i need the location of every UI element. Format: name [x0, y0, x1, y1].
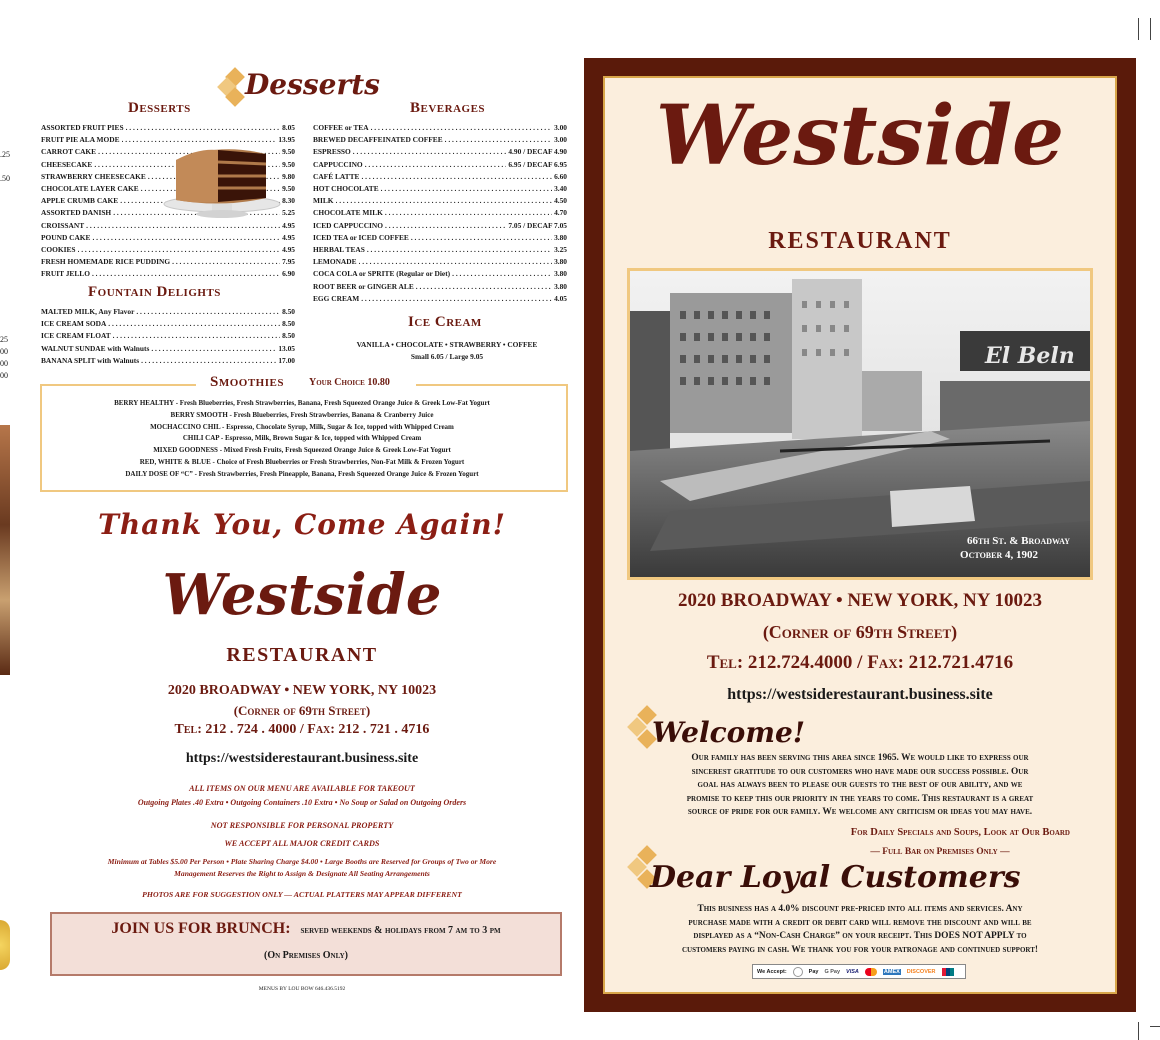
loyal-line: customers paying in cash. We thank you for your patronage and continued support! [681, 944, 1039, 955]
photo-caption-date: October 4, 1902 [960, 549, 1038, 561]
edge-price-6: 00 [0, 371, 8, 380]
ice-cream-flavors: VANILLA • CHOCOLATE • STRAWBERRY • COFFEE [356, 340, 538, 349]
credits: MENUS BY LOU BOW 646.436.5192 [258, 986, 346, 992]
full-bar: — Full Bar on Premises Only — [870, 847, 1010, 857]
google-pay-icon: G Pay [824, 968, 841, 975]
cover-logo-name: Westside [655, 88, 1065, 184]
crop-mark [1150, 18, 1151, 40]
crop-mark [1150, 1026, 1160, 1027]
list-item: STRAWBERRY CHEESECAKE . . . 9.80 [41, 171, 295, 183]
crop-mark [1138, 1022, 1139, 1040]
list-item: FRUIT JELLO . . . 6.90 [41, 268, 295, 280]
list-item: COFFEE or TEA . . . 3.00 [313, 122, 567, 134]
edge-price-4: 00 [0, 347, 8, 356]
notice-photos: PHOTOS ARE FOR SUGGESTION ONLY — ACTUAL PLATTERS MAY APPEAR DIFFERENT [142, 890, 462, 899]
list-item: MALTED MILK, Any Flavor . . . 8.50 [41, 306, 295, 318]
cover-address: 2020 BROADWAY • NEW YORK, NY 10023 [678, 590, 1042, 611]
list-item: RED, WHITE & BLUE - Choice of Fresh Blueberries or Fresh Strawberries, Non-Fat Milk & Frozen Yogurt [139, 457, 465, 466]
unionpay-icon [942, 968, 954, 976]
list-item: MOCHACCINO CHIL - Espresso, Chocolate Syrup, Milk, Sugar & Ice, topped with Whipped Cream [150, 422, 454, 431]
contactless-icon [793, 967, 803, 977]
brunch-title: JOIN US FOR BRUNCH: [111, 920, 291, 937]
brunch-line [50, 920, 562, 938]
smoothies-list [42, 398, 562, 481]
thank-you-heading: Thank You, Come Again! [98, 508, 506, 541]
list-item: FRESH HOMEMADE RICE PUDDING . . . 7.95 [41, 256, 295, 268]
notice-minimum: Minimum at Tables $5.00 Per Person • Plate Sharing Charge $4.00 • Large Booths are Reserved for Groups of Two or More [107, 857, 497, 866]
list-item: WALNUT SUNDAE with Walnuts . . . 13.05 [41, 343, 295, 355]
list-item: CHOCOLATE MILK . . . 4.70 [313, 207, 567, 219]
notice-management: Management Reserves the Right to Assign & Designate All Seating Arrangements [174, 869, 430, 878]
edge-price-1: .25 [0, 150, 10, 159]
back-logo-name: Westside [162, 562, 442, 628]
notice-takeout: ALL ITEMS ON OUR MENU ARE AVAILABLE FOR TAKEOUT [189, 784, 415, 793]
cover-phones: Tel: 212.724.4000 / Fax: 212.721.4716 [706, 652, 1014, 673]
brunch-detail: served weekends & holidays from 7 am to 3 pm [300, 925, 501, 936]
daily-specials: For Daily Specials and Soups, Look at Our Board [850, 827, 1070, 838]
list-item: ICE CREAM FLOAT . . . 8.50 [41, 330, 295, 342]
welcome-heading: Welcome! [652, 716, 806, 749]
amex-icon: AMEX [883, 968, 900, 975]
back-url: https://westsiderestaurant.business.site [185, 751, 419, 766]
list-item: COCA COLA or SPRITE (Regular or Diet) . . . 3.80 [313, 268, 567, 280]
list-item: APPLE CRUMB CAKE . . . 8.30 [41, 195, 295, 207]
welcome-text [620, 752, 1100, 820]
brunch-note: (On Premises Only) [263, 950, 349, 961]
list-item: HOT CHOCOLATE . . . 3.40 [313, 183, 567, 195]
edge-price-2: .50 [0, 174, 10, 183]
list-item: ICED TEA or ICED COFFEE . . . 3.80 [313, 232, 567, 244]
smoothies-heading: Smoothies [210, 374, 284, 390]
back-address: 2020 BROADWAY • NEW YORK, NY 10023 [167, 683, 437, 698]
list-item: EGG CREAM . . . 4.05 [313, 293, 567, 305]
list-item: DAILY DOSE OF “C” - Fresh Strawberries, Fresh Pineapple, Banana, Fresh Squeezed Orange Juice & Frozen Yogurt [125, 469, 479, 478]
loyal-line: displayed as a “Non-Cash Charge” on your receipt. This DOES NOT APPLY to [693, 931, 1027, 941]
edge-lemon-photo [0, 920, 10, 970]
loyal-text [620, 903, 1100, 957]
loyal-line: This business has a 4.0% discount pre-priced into all items and services. Any [697, 904, 1023, 914]
list-item: CROISSANT . . . 4.95 [41, 220, 295, 232]
welcome-line: source of pride for our family. We welcome any criticism or ideas you may have. [687, 807, 1033, 818]
welcome-line: Our family has been serving this area since 1965. We would like to express our [691, 753, 1029, 763]
welcome-line: sincerest gratitude to our customers who have made our success possible. Our [691, 766, 1029, 777]
edge-price-3: 25 [0, 335, 8, 344]
list-item: COOKIES . . . 4.95 [41, 244, 295, 256]
accepted-cards-strip [752, 964, 966, 979]
desserts-banner: Desserts [245, 68, 380, 101]
list-item: POUND CAKE . . . 4.95 [41, 232, 295, 244]
cover-corner: (Corner of 69th Street) [762, 622, 958, 642]
loyal-line: purchase made with a credit or debit card will remove the discount and will be [688, 917, 1032, 928]
ice-cream-sizes: Small 6.05 / Large 9.05 [410, 352, 484, 361]
historic-photo-sign: El Beln [985, 343, 1075, 369]
list-item: ROOT BEER or GINGER ALE . . . 3.80 [313, 281, 567, 293]
list-item: BERRY SMOOTH - Fresh Blueberries, Fresh Strawberries, Banana & Cranberry Juice [170, 410, 434, 419]
apple-pay-icon: Pay [808, 968, 819, 975]
list-item: CHOCOLATE LAYER CAKE . . . 9.50 [41, 183, 295, 195]
edge-food-photo [0, 425, 10, 675]
historic-photo [627, 268, 1093, 580]
list-item: HERBAL TEAS . . . 3.25 [313, 244, 567, 256]
list-item: BERRY HEALTHY - Fresh Blueberries, Fresh Strawberries, Banana, Fresh Squeezed Orange Juice & Greek Low-Fat Yogurt [114, 399, 490, 407]
list-item: ICED CAPPUCCINO . . . 7.05 / DECAF 7.05 [313, 220, 567, 232]
back-corner: (Corner of 69th Street) [233, 703, 371, 718]
historic-photo-image [630, 271, 1090, 577]
list-item: LEMONADE . . . 3.80 [313, 256, 567, 268]
notice-credit-cards: WE ACCEPT ALL MAJOR CREDIT CARDS [224, 839, 380, 848]
loyal-heading: Dear Loyal Customers [650, 860, 1021, 895]
list-item: ESPRESSO . . . 4.90 / DECAF 4.90 [313, 146, 567, 158]
list-item: BANANA SPLIT with Walnuts . . . 17.00 [41, 355, 295, 367]
visa-icon: VISA [846, 968, 859, 975]
list-item: MILK . . . 4.50 [313, 195, 567, 207]
list-item: CAFÉ LATTE . . . 6.60 [313, 171, 567, 183]
notice-property: NOT RESPONSIBLE FOR PERSONAL PROPERTY [210, 821, 394, 830]
list-item: ASSORTED FRUIT PIES . . . 8.05 [41, 122, 295, 134]
back-phones: Tel: 212 . 724 . 4000 / Fax: 212 . 721 . 4716 [174, 722, 430, 737]
list-item: MIXED GOODNESS - Mixed Fresh Fruits, Fresh Squeezed Orange Juice & Greek Low-Fat Yogurt [153, 446, 451, 455]
smoothies-price: Your Choice 10.80 [309, 377, 390, 388]
discover-icon: DISCOVER [906, 968, 936, 975]
mastercard-icon [865, 968, 877, 976]
we-accept-label: We Accept: [757, 968, 787, 975]
list-item: CHEESECAKE . . . 9.50 [41, 159, 295, 171]
list-item: FRUIT PIE ALA MODE . . . 13.95 [41, 134, 295, 146]
desserts-heading: Desserts [128, 100, 191, 116]
welcome-line: promise to keep this our priority in the years to come. This restaurant is a great [686, 793, 1034, 804]
notice-outgoing: Outgoing Plates .40 Extra • Outgoing Containers .10 Extra • No Soup or Salad on Outgoing Orders [137, 798, 467, 807]
edge-price-5: 00 [0, 359, 8, 368]
back-logo-sub: RESTAURANT [226, 644, 378, 666]
list-item: CHILI CAP - Espresso, Milk, Brown Sugar & Ice, topped with Whipped Cream [182, 434, 422, 443]
cover-logo-sub: RESTAURANT [768, 228, 952, 254]
chocolate-cake-image [158, 138, 286, 218]
beverages-heading: Beverages [410, 100, 486, 116]
list-item: CAPPUCCINO . . . 6.95 / DECAF 6.95 [313, 159, 567, 171]
list-item: BREWED DECAFFEINATED COFFEE . . . 3.00 [313, 134, 567, 146]
fountain-list [41, 306, 295, 367]
crop-mark [1138, 18, 1139, 40]
list-item: ASSORTED DANISH . . . 5.25 [41, 207, 295, 219]
photo-caption-location: 66th St. & Broadway [966, 535, 1070, 547]
fountain-heading: Fountain Delights [88, 284, 221, 300]
welcome-line: goal has always been to please our guests to the best of our ability, and we [697, 780, 1023, 791]
ice-cream-heading: Ice Cream [408, 314, 482, 330]
list-item: CARROT CAKE . . . 9.50 [41, 146, 295, 158]
beverages-list [313, 122, 567, 305]
list-item: ICE CREAM SODA . . . 8.50 [41, 318, 295, 330]
cover-url: https://westsiderestaurant.business.site [727, 686, 993, 703]
